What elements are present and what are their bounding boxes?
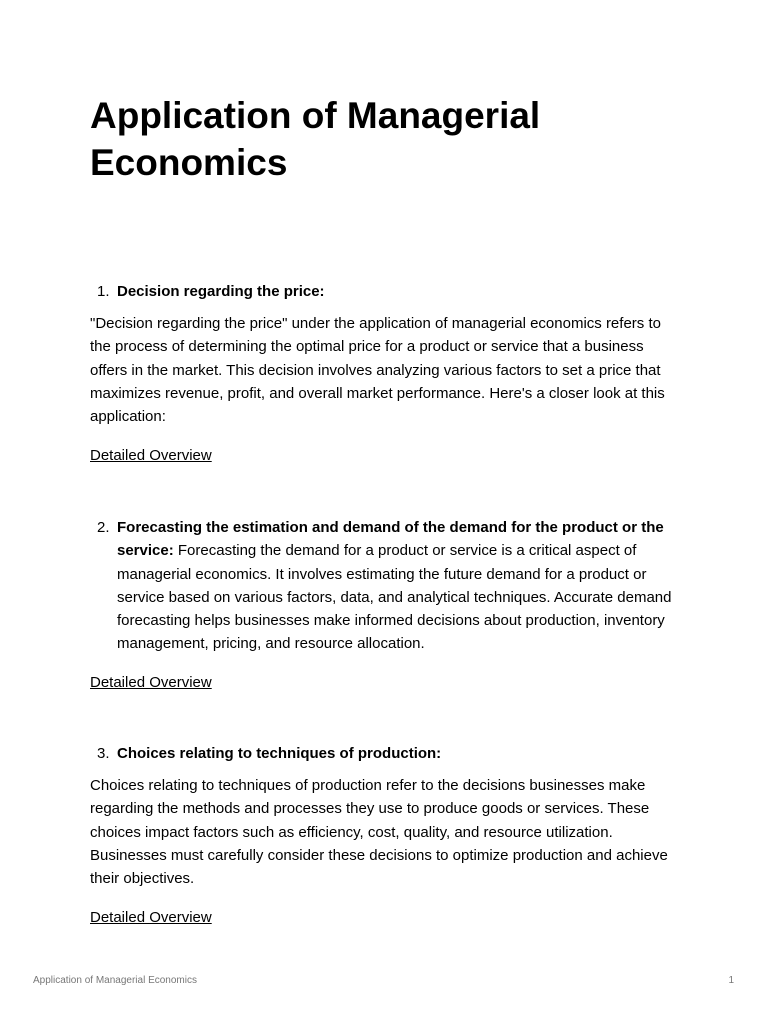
footer-page-number: 1 xyxy=(728,975,734,986)
section-3-paragraph: Choices relating to techniques of production refer to the decisions businesses make regarding the methods and processes they use to produce goods or services. These choices impact factors such as efficiency, cost, quality, and resource utilization. Businesses must carefully consider these decisions to optimize production and achieve their objectives. xyxy=(90,777,668,888)
section-2-detailed-overview-link[interactable]: Detailed Overview xyxy=(90,674,212,691)
section-1-paragraph: "Decision regarding the price" under the application of managerial economics refers to the process of determining the optimal price for a product or service that a business offers in the market. This decision involves analyzing various factors to set a price that maximizes revenue, profit, and overall market performance. Here's a closer look at this application: xyxy=(90,315,665,426)
section-3-detailed-overview-link[interactable]: Detailed Overview xyxy=(90,909,212,926)
section-1-title: Decision regarding the price: xyxy=(117,283,325,300)
footer-title: Application of Managerial Economics xyxy=(33,975,197,986)
section-1-heading xyxy=(90,280,680,303)
page-title: Application of Managerial Economics xyxy=(90,95,541,183)
section-3-heading xyxy=(90,742,680,765)
section-2-number: 2. xyxy=(97,519,110,536)
section-3-number: 3. xyxy=(97,745,110,762)
section-1-detailed-overview-link[interactable]: Detailed Overview xyxy=(90,447,212,464)
section-2-heading xyxy=(90,516,680,656)
section-2-title: Forecasting the estimation and demand of the demand for the product or the service: xyxy=(117,519,664,560)
section-1-number: 1. xyxy=(97,283,110,300)
section-3-title: Choices relating to techniques of production: xyxy=(117,745,442,762)
section-2-text: Forecasting the demand for a product or service is a critical aspect of managerial economics. It involves estimating the future demand for a product or service based on various factors, data, and analytical techniques. Accurate demand forecasting helps businesses make informed decisions about production, inventory management, pricing, and resource allocation. xyxy=(117,542,672,653)
